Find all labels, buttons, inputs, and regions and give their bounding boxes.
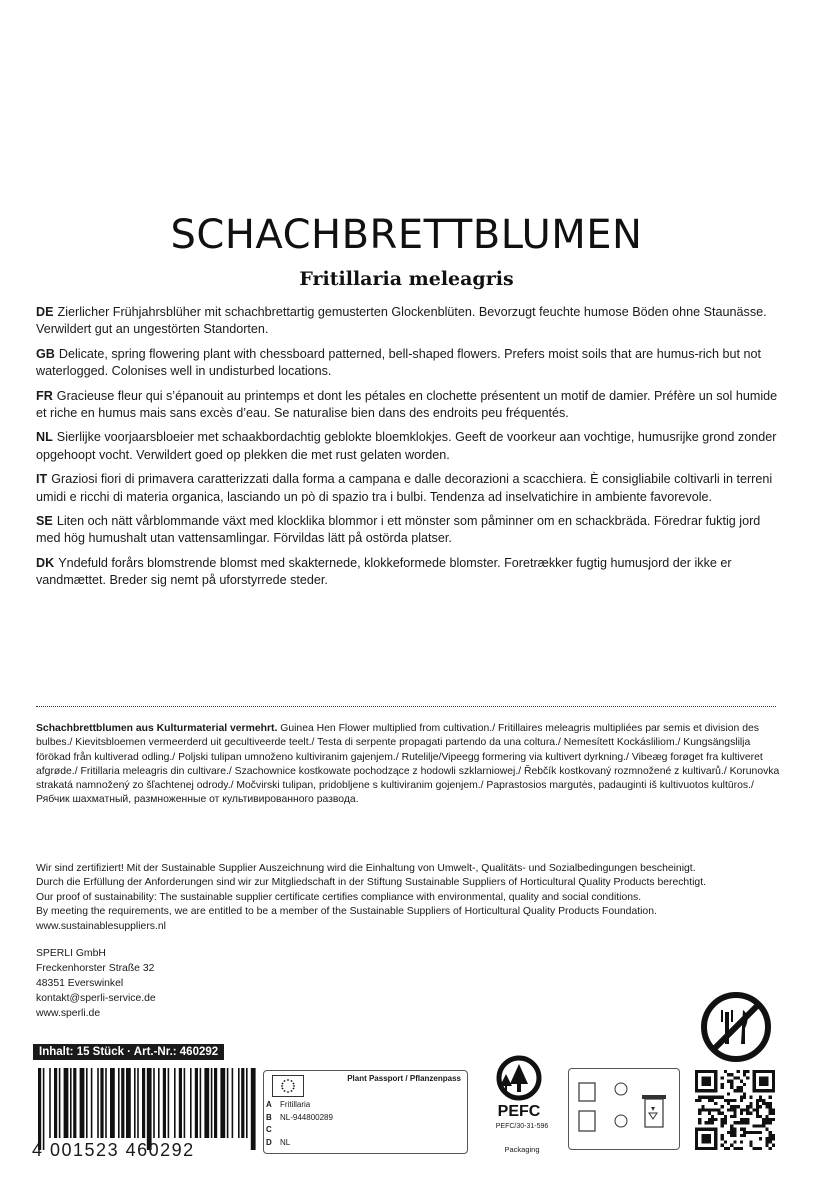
- botanical-name: Fritillaria meleagris: [299, 268, 514, 290]
- passport-row-c: C: [266, 1125, 272, 1134]
- pefc-number: PEFC/30-31-596: [495, 1123, 549, 1130]
- barcode-number: 4 001523 460292: [32, 1140, 195, 1160]
- pefc-tree-icon: [484, 1050, 554, 1150]
- desc-de: DE Zierlicher Frühjahrsblüher mit schachbrettartig gemusterten Glockenblüten. Bevorzugt feuchte humose Böden ohne Staunässe. Verwildert gut an ungestörten Standorten.: [36, 305, 767, 337]
- company-email[interactable]: kontakt@sperli-service.de: [36, 993, 156, 1004]
- company-name: SPERLI GmbH: [36, 948, 106, 959]
- desc-se: SE Liten och nätt vårblommande växt med klocklika blommor i ett mönster som påminner om en schackbräda. Föredrar fuktig jord med hög humushalt utan vattensamlingar. Förvildas lätt på ostörda platser.: [36, 514, 761, 546]
- origin-statement: Schachbrettblumen aus Kulturmaterial vermehrt. Guinea Hen Flower multiplied from cultivation./ Fritillaires meleagris multipliées par semis et division des bulbes./ Kievitsbloemen vermeerderd uit gecultiveerde teelt./ Testa di serpente propagati partendo da una coltura./ Nemesített Kockásliliom./ Kungsängslilja förökad från kultiverad odling./ Poljski tulipan umnoženo kultiviranim gajenjem./ Rutelilje/Vipeegg formering via kultivert dyrkning./ Vibeæg forøget fra kultiveret afgrøde./ Fritillaria meleagris din cultivare./ Szachownice kostkowate pochodzące z hodowli szklarniowej./ Řebčík kostkovaný rozmnožené z kultivarů./ Korunovka strakatá namnožený zo šľachtenej odrody./ Močvirski tulipan, pridobljene s kultiviranim gojenjem./ Paprastosios margutės, padauginti iš kultivuotos kultūros./ Рябчик шахматный, размноженные от культивированного развода.: [36, 723, 780, 806]
- content-badge: Inhalt: 15 Stück · Art.-Nr.: 460292: [33, 1044, 224, 1060]
- plant-passport: [263, 1070, 468, 1154]
- certification-text: [36, 862, 796, 934]
- company-address: [36, 946, 156, 1021]
- passport-row-b: B NL-944800289: [266, 1112, 333, 1122]
- passport-row-d: D NL: [266, 1137, 291, 1147]
- cert-link[interactable]: www.sustainablesuppliers.nl: [36, 920, 166, 932]
- pefc-label: PEFC: [497, 1103, 541, 1120]
- passport-row-a: A Fritillaria: [266, 1100, 311, 1109]
- no-food-icon: [699, 990, 773, 1064]
- recycling-icon: [568, 1068, 680, 1150]
- descriptions: [36, 304, 784, 597]
- cert-line: Wir sind zertifiziert! Mit der Sustainable Supplier Auszeichnung wird die Einhaltung von Umwelt-, Qualitäts- und Sozialbedingungen bescheinigt.: [36, 863, 696, 874]
- desc-dk: DK Yndefuld forårs blomstrende blomst med skakternede, klokkeformede blomster. Foretrækker fugtig humusjord der ikke er vandmættet. Breder sig nemt på uforstyrrede steder.: [36, 555, 732, 588]
- product-title: SCHACHBRETTBLUMEN: [170, 212, 643, 258]
- company-street: Freckenhorster Straße 32: [36, 963, 155, 974]
- cert-line: By meeting the requirements, we are entitled to be a member of the Sustainable Suppliers of Horticultural Quality Products Foundation.: [36, 906, 657, 918]
- cert-line: Our proof of sustainability: The sustainable supplier certificate certifies compliance with environmental, quality and social conditions.: [36, 891, 642, 903]
- dotted-divider: [36, 706, 776, 707]
- packaging-label: Packaging: [504, 1145, 540, 1154]
- eu-flag-icon: [272, 1075, 304, 1097]
- qr-code-icon: [695, 1070, 775, 1150]
- desc-it: IT Graziosi fiori di primavera caratterizzati dalla forma a campana e dalle decorazioni a scacchiera. È consigliabile coltivarli in terreni umidi e ricchi di materia organica, lasciando un pò di spazio tra i bulbi. Tendenza ad inselvatichire in ambiente favorevole.: [36, 472, 773, 504]
- desc-gb: GB Delicate, spring flowering plant with chessboard patterned, bell-shaped flowers. Prefers moist soils that are humus-rich but not waterlogged. Colonises well in undisturbed locations.: [36, 346, 761, 379]
- desc-fr: FR Gracieuse fleur qui s’épanouit au printemps et dont les pétales en clochette présentent un motif de damier. Préfère un sol humide et riche en humus mais sans excès d’eau. Se naturalise bien dans des endroits peu fréquentés.: [36, 388, 778, 421]
- desc-nl: NL Sierlijke voorjaarsbloeier met schaakbordachtig geblokte bloemklokjes. Geeft de voorkeur aan vochtige, humusrijke grond zonder opgehoopt vocht. Verwildert goed op plekken die met rust gelaten worden.: [36, 430, 777, 462]
- company-website[interactable]: www.sperli.de: [36, 1008, 101, 1019]
- passport-title: Plant Passport / Pflanzenpass: [347, 1074, 461, 1083]
- cert-line: Durch die Erfüllung der Anforderungen sind wir zur Mitgliedschaft in der Stiftung Sustainable Suppliers of Horticultural Quality Products berechtigt.: [36, 877, 706, 889]
- company-city: 48351 Everswinkel: [36, 978, 124, 989]
- barcode-icon: [38, 1068, 258, 1150]
